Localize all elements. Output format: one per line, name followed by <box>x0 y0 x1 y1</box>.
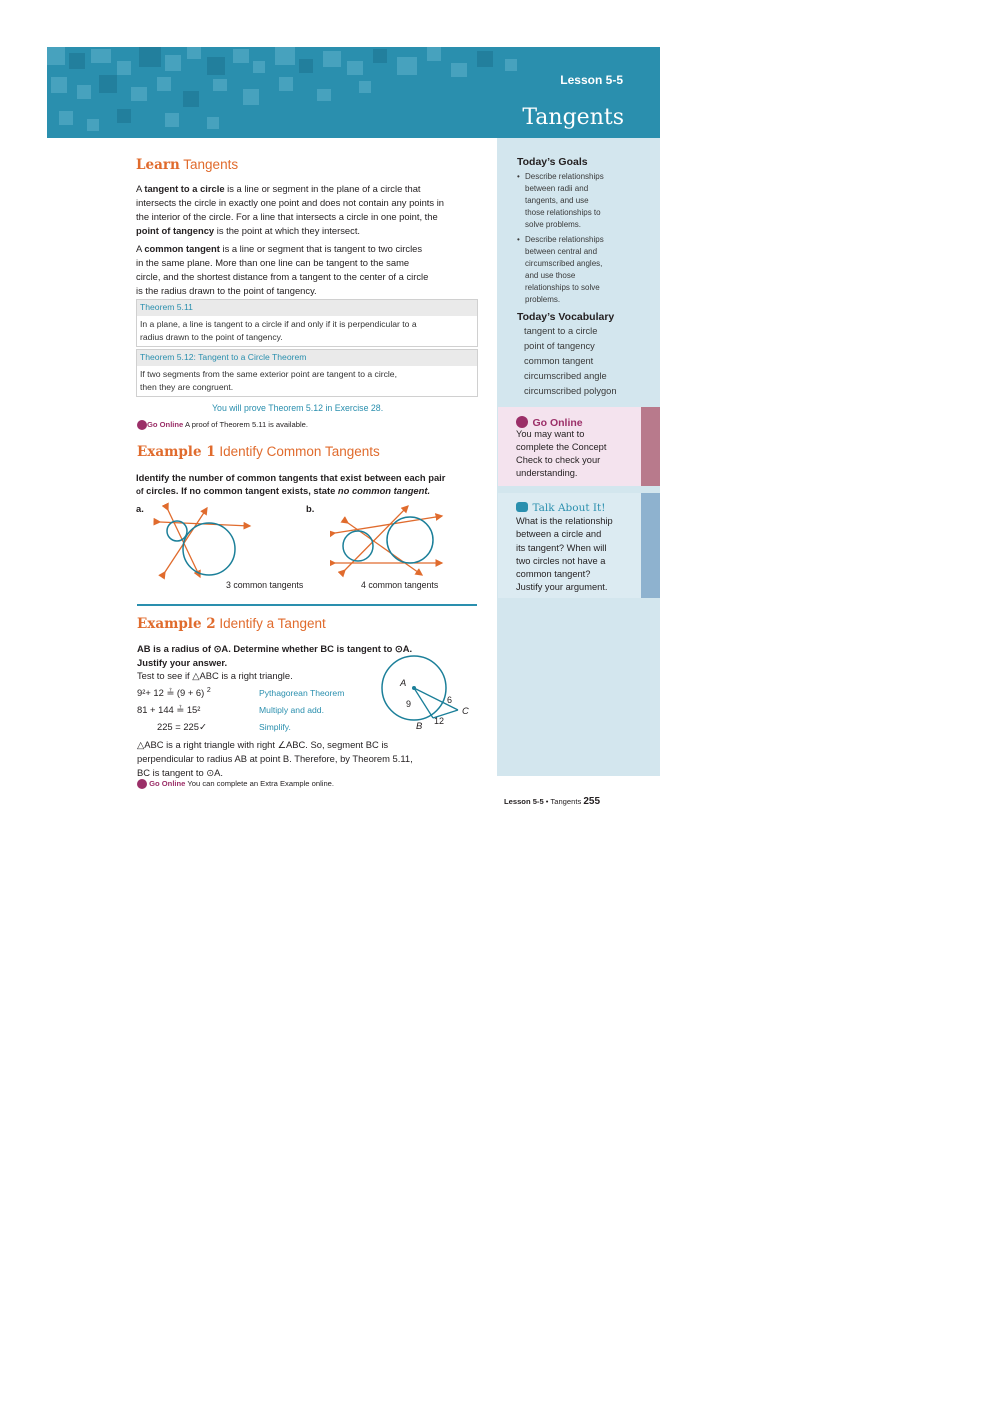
step-3-note: Simplify. <box>259 722 291 732</box>
callout-line: understanding. <box>516 468 578 478</box>
callout-line: Check to check your <box>516 455 601 465</box>
example-2-heading: Example 2 Identify a Tangent <box>137 616 326 632</box>
learn-paragraph-1: A tangent to a circle is a line or segment in the plane of a circle that intersects the circle in exactly one point and does not contain any points in the interior of the circle. For a line that intersects a circle in one point, the point of tangency is the point at which they intersect. <box>136 183 444 236</box>
point-b-label: B <box>416 720 423 731</box>
vocab-item[interactable]: point of tangency <box>524 341 595 351</box>
speech-bubble-icon <box>516 502 528 512</box>
example-2-test: Test to see if △ABC is a right triangle. <box>137 670 293 681</box>
theorem-text: In a plane, a line is tangent to a circle if and only if it is perpendicular to a radius drawn to the point of tangency. <box>140 319 417 342</box>
goal-line: Describe relationships <box>525 172 604 181</box>
talk-title: Talk About It! <box>516 498 606 516</box>
part-b-label: b. <box>306 503 315 514</box>
goals-heading: Today’s Goals <box>517 156 588 168</box>
vocab-item[interactable]: circumscribed angle <box>524 371 607 381</box>
lesson-banner <box>47 47 660 138</box>
length-12-label: 12 <box>434 716 445 726</box>
talk-line: between a circle and <box>516 529 602 540</box>
talk-line: What is the relationship <box>516 516 613 526</box>
prove-note: You will prove Theorem 5.12 in Exercise 28. <box>212 403 384 413</box>
callout-line: complete the Concept <box>516 442 607 452</box>
cursor-icon <box>137 779 147 789</box>
part-a-label: a. <box>136 503 144 514</box>
goal-line: solve problems. <box>525 220 582 229</box>
theorem-title: Theorem 5.11 <box>137 300 477 316</box>
page-footer: Lesson 5-5 • Tangents 255 <box>504 796 601 807</box>
step-3-math: 225 = 225✓ <box>157 721 207 732</box>
page-number: 255 <box>583 796 601 807</box>
goal-line: problems. <box>525 295 561 304</box>
page-title: Tangents <box>522 105 624 130</box>
point-c-label: C <box>462 705 469 716</box>
go-online-link[interactable]: Go Online You can complete an Extra Example online. <box>137 779 334 789</box>
goal-line: relationships to solve <box>525 283 600 292</box>
go-online-callout-title: Go Online <box>516 413 583 431</box>
lesson-number: Lesson 5-5 <box>560 73 623 87</box>
vocab-item[interactable]: circumscribed polygon <box>524 386 617 396</box>
vocab-list <box>524 324 617 399</box>
callout-line: You may want to <box>516 429 585 439</box>
goal-line: tangents, and use <box>525 196 589 205</box>
theorem-text: If two segments from the same exterior point are tangent to a circle, then they are congruent. <box>140 369 397 392</box>
goal-line: and use those <box>525 271 576 280</box>
theorem-title: Theorem 5.12: Tangent to a Circle Theorem <box>137 350 477 366</box>
example-1-heading: Example 1 Identify Common Tangents <box>137 444 380 460</box>
talk-line: Justify your argument. <box>516 582 608 593</box>
example-2-prompt: AB is a radius of ⊙A. Determine whether BC is tangent to ⊙A. Justify your answer. <box>137 643 413 668</box>
length-6-label: 6 <box>447 695 453 705</box>
step-1-math: 9²+ 12 ≟ (9 + 6) $^2$ <box>137 687 211 699</box>
goal-line: those relationships to <box>525 208 601 217</box>
go-online-link[interactable]: Go Online A proof of Theorem 5.11 is available. <box>137 420 308 430</box>
step-1-note: Pythagorean Theorem <box>259 688 345 698</box>
talk-line: its tangent? When will <box>516 542 607 553</box>
callout-tab <box>641 493 660 598</box>
learn-paragraph-2: A common tangent is a line or segment that is tangent to two circles in the same plane. More than one line can be tangent to the same circle, and the shortest distance from a tangent to the center of a circle is the radius drawn to the point of tangency. <box>136 243 429 296</box>
example-2-conclusion: △ABC is a right triangle with right ∠ABC. So, segment BC is perpendicular to radius AB at point B. Therefore, by Theorem 5.11, BC is tangent to ⊙A. <box>137 739 413 778</box>
talk-line: common tangent? <box>516 569 591 580</box>
section-divider <box>137 604 477 606</box>
step-2-math: 81 + 144 ≟ 15² <box>137 704 201 715</box>
theorem-box <box>136 349 478 397</box>
vocab-item[interactable]: common tangent <box>524 356 594 366</box>
cursor-icon <box>137 420 147 430</box>
figure-b-caption: 4 common tangents <box>361 580 439 590</box>
example-2-figure <box>380 652 480 737</box>
vocab-item[interactable]: tangent to a circle <box>524 326 598 336</box>
goal-line: circumscribed angles, <box>525 259 603 268</box>
goal-line: between radii and <box>525 184 589 193</box>
cursor-icon <box>516 416 528 428</box>
figure-b-circles <box>330 500 445 580</box>
vocab-heading: Today’s Vocabulary <box>517 311 615 323</box>
length-9-label: 9 <box>406 699 412 709</box>
learn-heading: Learn Tangents <box>136 157 239 173</box>
example-1-prompt: Identify the number of common tangents that exist between each pair of circles. If no common tangent exists, state no common tangent. <box>136 472 446 496</box>
figure-a-caption: 3 common tangents <box>226 580 304 590</box>
point-a-label: A <box>400 677 407 688</box>
theorem-box <box>136 299 478 347</box>
callout-tab <box>641 407 660 486</box>
goal-line: Describe relationships <box>525 235 604 244</box>
talk-line: two circles not have a <box>516 555 606 566</box>
step-2-note: Multiply and add. <box>259 705 324 715</box>
goal-line: between central and <box>525 247 598 256</box>
figure-a-circles <box>150 500 260 580</box>
